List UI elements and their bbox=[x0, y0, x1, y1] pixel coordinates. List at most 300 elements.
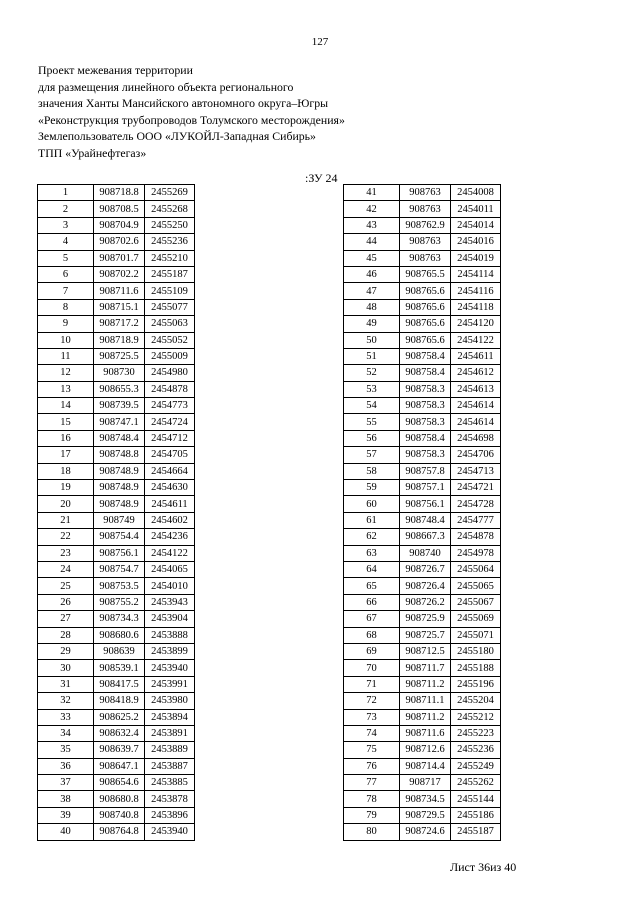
y-coordinate-cell: 2454724 bbox=[145, 414, 195, 430]
table-row bbox=[38, 742, 195, 758]
x-coordinate-cell: 908758.3 bbox=[400, 381, 451, 397]
table-row bbox=[344, 611, 501, 627]
point-number-cell: 19 bbox=[38, 480, 94, 496]
point-number-cell: 78 bbox=[344, 791, 400, 807]
table-row bbox=[38, 578, 195, 594]
x-coordinate-cell: 908708.5 bbox=[94, 201, 145, 217]
y-coordinate-cell: 2453894 bbox=[145, 709, 195, 725]
point-number-cell: 54 bbox=[344, 398, 400, 414]
x-coordinate-cell: 908711.2 bbox=[400, 709, 451, 725]
page-number: 127 bbox=[311, 36, 329, 48]
table-row bbox=[344, 807, 501, 823]
y-coordinate-cell: 2453904 bbox=[145, 611, 195, 627]
y-coordinate-cell: 2453878 bbox=[145, 791, 195, 807]
header-line: для размещения линейного объекта регионального bbox=[38, 79, 294, 94]
x-coordinate-cell: 908418.9 bbox=[94, 693, 145, 709]
header-line: значения Ханты Мансийского автономного округа–Югры bbox=[38, 96, 329, 110]
x-coordinate-cell: 908625.2 bbox=[94, 709, 145, 725]
table-row bbox=[344, 545, 501, 561]
table-row bbox=[344, 299, 501, 315]
x-coordinate-cell: 908639 bbox=[94, 643, 145, 659]
table-row bbox=[38, 266, 195, 282]
coordinates-table-right bbox=[343, 184, 501, 841]
point-number-cell: 69 bbox=[344, 643, 400, 659]
table-row bbox=[38, 643, 195, 659]
y-coordinate-cell: 2455069 bbox=[451, 611, 501, 627]
point-number-cell: 5 bbox=[38, 250, 94, 266]
x-coordinate-cell: 908539.1 bbox=[94, 660, 145, 676]
point-number-cell: 2 bbox=[38, 201, 94, 217]
table-row bbox=[38, 381, 195, 397]
point-number-cell: 6 bbox=[38, 266, 94, 282]
table-row bbox=[344, 414, 501, 430]
y-coordinate-cell: 2453888 bbox=[145, 627, 195, 643]
header-line: «Реконструкция трубопроводов Толумского месторождения» bbox=[38, 112, 345, 127]
table-row bbox=[38, 316, 195, 332]
table-row bbox=[38, 480, 195, 496]
y-coordinate-cell: 2453885 bbox=[145, 775, 195, 791]
table-row bbox=[344, 693, 501, 709]
x-coordinate-cell: 908748.8 bbox=[94, 447, 145, 463]
document-header bbox=[38, 62, 598, 161]
point-number-cell: 67 bbox=[344, 611, 400, 627]
y-coordinate-cell: 2454611 bbox=[145, 496, 195, 512]
point-number-cell: 30 bbox=[38, 660, 94, 676]
point-number-cell: 12 bbox=[38, 365, 94, 381]
point-number-cell: 51 bbox=[344, 348, 400, 364]
plot-label: :ЗУ 24 bbox=[305, 171, 338, 185]
point-number-cell: 68 bbox=[344, 627, 400, 643]
point-number-cell: 33 bbox=[38, 709, 94, 725]
y-coordinate-cell: 2454065 bbox=[145, 561, 195, 577]
y-coordinate-cell: 2455067 bbox=[451, 594, 501, 610]
point-number-cell: 61 bbox=[344, 512, 400, 528]
point-number-cell: 7 bbox=[38, 283, 94, 299]
point-number-cell: 41 bbox=[344, 185, 400, 201]
point-number-cell: 59 bbox=[344, 480, 400, 496]
table-row bbox=[344, 725, 501, 741]
table-row bbox=[38, 676, 195, 692]
y-coordinate-cell: 2453891 bbox=[145, 725, 195, 741]
point-number-cell: 25 bbox=[38, 578, 94, 594]
y-coordinate-cell: 2455236 bbox=[145, 234, 195, 250]
y-coordinate-cell: 2455212 bbox=[451, 709, 501, 725]
point-number-cell: 16 bbox=[38, 430, 94, 446]
x-coordinate-cell: 908748.9 bbox=[94, 496, 145, 512]
x-coordinate-cell: 908725.7 bbox=[400, 627, 451, 643]
header-line: ТПП «Урайнефтегаз» bbox=[38, 145, 147, 160]
y-coordinate-cell: 2454612 bbox=[451, 365, 501, 381]
y-coordinate-cell: 2455187 bbox=[451, 824, 501, 840]
x-coordinate-cell: 908765.6 bbox=[400, 316, 451, 332]
x-coordinate-cell: 908763 bbox=[400, 185, 451, 201]
x-coordinate-cell: 908758.3 bbox=[400, 414, 451, 430]
table-row bbox=[344, 348, 501, 364]
table-row bbox=[38, 545, 195, 561]
point-number-cell: 43 bbox=[344, 217, 400, 233]
table-row bbox=[344, 332, 501, 348]
point-number-cell: 32 bbox=[38, 693, 94, 709]
y-coordinate-cell: 2454698 bbox=[451, 430, 501, 446]
point-number-cell: 11 bbox=[38, 348, 94, 364]
table-row bbox=[38, 365, 195, 381]
y-coordinate-cell: 2454728 bbox=[451, 496, 501, 512]
table-row bbox=[38, 529, 195, 545]
x-coordinate-cell: 908726.4 bbox=[400, 578, 451, 594]
x-coordinate-cell: 908740.8 bbox=[94, 807, 145, 823]
x-coordinate-cell: 908748.9 bbox=[94, 463, 145, 479]
table-row bbox=[344, 217, 501, 233]
x-coordinate-cell: 908749 bbox=[94, 512, 145, 528]
point-number-cell: 13 bbox=[38, 381, 94, 397]
point-number-cell: 63 bbox=[344, 545, 400, 561]
table-row bbox=[38, 496, 195, 512]
point-number-cell: 48 bbox=[344, 299, 400, 315]
table-row bbox=[38, 283, 195, 299]
point-number-cell: 76 bbox=[344, 758, 400, 774]
point-number-cell: 21 bbox=[38, 512, 94, 528]
y-coordinate-cell: 2454602 bbox=[145, 512, 195, 528]
y-coordinate-cell: 2453940 bbox=[145, 660, 195, 676]
table-row bbox=[38, 217, 195, 233]
x-coordinate-cell: 908680.6 bbox=[94, 627, 145, 643]
y-coordinate-cell: 2454878 bbox=[145, 381, 195, 397]
point-number-cell: 52 bbox=[344, 365, 400, 381]
y-coordinate-cell: 2454614 bbox=[451, 398, 501, 414]
x-coordinate-cell: 908715.1 bbox=[94, 299, 145, 315]
x-coordinate-cell: 908762.9 bbox=[400, 217, 451, 233]
table-row bbox=[344, 824, 501, 840]
y-coordinate-cell: 2454721 bbox=[451, 480, 501, 496]
table-row bbox=[344, 283, 501, 299]
x-coordinate-cell: 908704.9 bbox=[94, 217, 145, 233]
point-number-cell: 35 bbox=[38, 742, 94, 758]
y-coordinate-cell: 2454630 bbox=[145, 480, 195, 496]
table-row bbox=[344, 430, 501, 446]
y-coordinate-cell: 2453980 bbox=[145, 693, 195, 709]
point-number-cell: 1 bbox=[38, 185, 94, 201]
point-number-cell: 4 bbox=[38, 234, 94, 250]
y-coordinate-cell: 2455250 bbox=[145, 217, 195, 233]
coordinates-table-left bbox=[37, 184, 195, 841]
x-coordinate-cell: 908758.4 bbox=[400, 430, 451, 446]
point-number-cell: 55 bbox=[344, 414, 400, 430]
y-coordinate-cell: 2455210 bbox=[145, 250, 195, 266]
point-number-cell: 47 bbox=[344, 283, 400, 299]
table-row bbox=[344, 512, 501, 528]
y-coordinate-cell: 2455063 bbox=[145, 316, 195, 332]
table-row bbox=[38, 775, 195, 791]
table-row bbox=[344, 250, 501, 266]
y-coordinate-cell: 2455071 bbox=[451, 627, 501, 643]
y-coordinate-cell: 2454016 bbox=[451, 234, 501, 250]
x-coordinate-cell: 908748.9 bbox=[94, 480, 145, 496]
y-coordinate-cell: 2454611 bbox=[451, 348, 501, 364]
point-number-cell: 28 bbox=[38, 627, 94, 643]
point-number-cell: 36 bbox=[38, 758, 94, 774]
x-coordinate-cell: 908755.2 bbox=[94, 594, 145, 610]
x-coordinate-cell: 908754.4 bbox=[94, 529, 145, 545]
point-number-cell: 23 bbox=[38, 545, 94, 561]
y-coordinate-cell: 2454011 bbox=[451, 201, 501, 217]
x-coordinate-cell: 908764.8 bbox=[94, 824, 145, 840]
point-number-cell: 57 bbox=[344, 447, 400, 463]
table-row bbox=[344, 791, 501, 807]
y-coordinate-cell: 2453991 bbox=[145, 676, 195, 692]
x-coordinate-cell: 908718.9 bbox=[94, 332, 145, 348]
x-coordinate-cell: 908639.7 bbox=[94, 742, 145, 758]
y-coordinate-cell: 2454712 bbox=[145, 430, 195, 446]
table-row bbox=[38, 201, 195, 217]
table-row bbox=[344, 594, 501, 610]
y-coordinate-cell: 2455077 bbox=[145, 299, 195, 315]
y-coordinate-cell: 2453943 bbox=[145, 594, 195, 610]
point-number-cell: 39 bbox=[38, 807, 94, 823]
point-number-cell: 60 bbox=[344, 496, 400, 512]
table-row bbox=[344, 561, 501, 577]
x-coordinate-cell: 908711.1 bbox=[400, 693, 451, 709]
point-number-cell: 18 bbox=[38, 463, 94, 479]
y-coordinate-cell: 2455268 bbox=[145, 201, 195, 217]
x-coordinate-cell: 908712.6 bbox=[400, 742, 451, 758]
x-coordinate-cell: 908729.5 bbox=[400, 807, 451, 823]
table-row bbox=[38, 348, 195, 364]
table-row bbox=[38, 561, 195, 577]
y-coordinate-cell: 2453887 bbox=[145, 758, 195, 774]
point-number-cell: 71 bbox=[344, 676, 400, 692]
x-coordinate-cell: 908632.4 bbox=[94, 725, 145, 741]
table-row bbox=[344, 463, 501, 479]
point-number-cell: 26 bbox=[38, 594, 94, 610]
table-row bbox=[38, 250, 195, 266]
y-coordinate-cell: 2455223 bbox=[451, 725, 501, 741]
point-number-cell: 49 bbox=[344, 316, 400, 332]
point-number-cell: 79 bbox=[344, 807, 400, 823]
x-coordinate-cell: 908758.4 bbox=[400, 365, 451, 381]
table-row bbox=[344, 758, 501, 774]
table-row bbox=[344, 480, 501, 496]
x-coordinate-cell: 908747.1 bbox=[94, 414, 145, 430]
table-row bbox=[38, 791, 195, 807]
y-coordinate-cell: 2454116 bbox=[451, 283, 501, 299]
x-coordinate-cell: 908756.1 bbox=[94, 545, 145, 561]
x-coordinate-cell: 908647.1 bbox=[94, 758, 145, 774]
table-row bbox=[38, 447, 195, 463]
x-coordinate-cell: 908726.7 bbox=[400, 561, 451, 577]
y-coordinate-cell: 2454614 bbox=[451, 414, 501, 430]
table-row bbox=[344, 775, 501, 791]
y-coordinate-cell: 2454120 bbox=[451, 316, 501, 332]
table-row bbox=[344, 266, 501, 282]
x-coordinate-cell: 908726.2 bbox=[400, 594, 451, 610]
table-row bbox=[344, 381, 501, 397]
table-row bbox=[38, 234, 195, 250]
x-coordinate-cell: 908701.7 bbox=[94, 250, 145, 266]
sheet-footer: Лист 36из 40 bbox=[450, 860, 517, 874]
table-row bbox=[344, 234, 501, 250]
y-coordinate-cell: 2454777 bbox=[451, 512, 501, 528]
table-row bbox=[344, 398, 501, 414]
table-row bbox=[38, 824, 195, 840]
table-row bbox=[38, 660, 195, 676]
x-coordinate-cell: 908765.6 bbox=[400, 283, 451, 299]
point-number-cell: 42 bbox=[344, 201, 400, 217]
header-line: Проект межевания территории bbox=[38, 63, 193, 77]
table-row bbox=[38, 463, 195, 479]
table-row bbox=[344, 742, 501, 758]
point-number-cell: 38 bbox=[38, 791, 94, 807]
x-coordinate-cell: 908765.5 bbox=[400, 266, 451, 282]
table-row bbox=[38, 512, 195, 528]
y-coordinate-cell: 2454010 bbox=[145, 578, 195, 594]
table-row bbox=[38, 185, 195, 201]
x-coordinate-cell: 908718.8 bbox=[94, 185, 145, 201]
x-coordinate-cell: 908758.3 bbox=[400, 447, 451, 463]
x-coordinate-cell: 908730 bbox=[94, 365, 145, 381]
point-number-cell: 24 bbox=[38, 561, 94, 577]
table-row bbox=[38, 299, 195, 315]
table-row bbox=[344, 660, 501, 676]
header-line: Землепользователь ООО «ЛУКОЙЛ-Западная Сибирь» bbox=[38, 129, 316, 143]
y-coordinate-cell: 2454019 bbox=[451, 250, 501, 266]
table-row bbox=[344, 201, 501, 217]
y-coordinate-cell: 2454878 bbox=[451, 529, 501, 545]
table-row bbox=[344, 185, 501, 201]
point-number-cell: 80 bbox=[344, 824, 400, 840]
x-coordinate-cell: 908734.5 bbox=[400, 791, 451, 807]
y-coordinate-cell: 2455236 bbox=[451, 742, 501, 758]
y-coordinate-cell: 2454706 bbox=[451, 447, 501, 463]
point-number-cell: 62 bbox=[344, 529, 400, 545]
x-coordinate-cell: 908758.4 bbox=[400, 348, 451, 364]
y-coordinate-cell: 2454980 bbox=[145, 365, 195, 381]
point-number-cell: 22 bbox=[38, 529, 94, 545]
table-row bbox=[38, 611, 195, 627]
x-coordinate-cell: 908758.3 bbox=[400, 398, 451, 414]
point-number-cell: 10 bbox=[38, 332, 94, 348]
x-coordinate-cell: 908765.6 bbox=[400, 299, 451, 315]
table-row bbox=[344, 529, 501, 545]
table-row bbox=[38, 332, 195, 348]
point-number-cell: 74 bbox=[344, 725, 400, 741]
y-coordinate-cell: 2454008 bbox=[451, 185, 501, 201]
y-coordinate-cell: 2455269 bbox=[145, 185, 195, 201]
point-number-cell: 17 bbox=[38, 447, 94, 463]
point-number-cell: 45 bbox=[344, 250, 400, 266]
x-coordinate-cell: 908711.7 bbox=[400, 660, 451, 676]
x-coordinate-cell: 908702.6 bbox=[94, 234, 145, 250]
x-coordinate-cell: 908724.6 bbox=[400, 824, 451, 840]
y-coordinate-cell: 2454978 bbox=[451, 545, 501, 561]
x-coordinate-cell: 908714.4 bbox=[400, 758, 451, 774]
x-coordinate-cell: 908763 bbox=[400, 250, 451, 266]
point-number-cell: 9 bbox=[38, 316, 94, 332]
y-coordinate-cell: 2455187 bbox=[145, 266, 195, 282]
y-coordinate-cell: 2453889 bbox=[145, 742, 195, 758]
table-row bbox=[38, 430, 195, 446]
table-row bbox=[344, 447, 501, 463]
y-coordinate-cell: 2455186 bbox=[451, 807, 501, 823]
x-coordinate-cell: 908717 bbox=[400, 775, 451, 791]
y-coordinate-cell: 2453896 bbox=[145, 807, 195, 823]
x-coordinate-cell: 908667.3 bbox=[400, 529, 451, 545]
point-number-cell: 56 bbox=[344, 430, 400, 446]
point-number-cell: 46 bbox=[344, 266, 400, 282]
x-coordinate-cell: 908754.7 bbox=[94, 561, 145, 577]
table-row bbox=[38, 594, 195, 610]
table-row bbox=[344, 316, 501, 332]
y-coordinate-cell: 2454114 bbox=[451, 266, 501, 282]
y-coordinate-cell: 2453940 bbox=[145, 824, 195, 840]
y-coordinate-cell: 2454713 bbox=[451, 463, 501, 479]
point-number-cell: 20 bbox=[38, 496, 94, 512]
y-coordinate-cell: 2455249 bbox=[451, 758, 501, 774]
y-coordinate-cell: 2454122 bbox=[145, 545, 195, 561]
x-coordinate-cell: 908765.6 bbox=[400, 332, 451, 348]
x-coordinate-cell: 908739.5 bbox=[94, 398, 145, 414]
x-coordinate-cell: 908757.1 bbox=[400, 480, 451, 496]
y-coordinate-cell: 2454122 bbox=[451, 332, 501, 348]
x-coordinate-cell: 908725.5 bbox=[94, 348, 145, 364]
x-coordinate-cell: 908655.3 bbox=[94, 381, 145, 397]
table-row bbox=[344, 709, 501, 725]
point-number-cell: 77 bbox=[344, 775, 400, 791]
y-coordinate-cell: 2454236 bbox=[145, 529, 195, 545]
point-number-cell: 72 bbox=[344, 693, 400, 709]
x-coordinate-cell: 908734.3 bbox=[94, 611, 145, 627]
x-coordinate-cell: 908717.2 bbox=[94, 316, 145, 332]
y-coordinate-cell: 2455052 bbox=[145, 332, 195, 348]
point-number-cell: 53 bbox=[344, 381, 400, 397]
point-number-cell: 40 bbox=[38, 824, 94, 840]
x-coordinate-cell: 908702.2 bbox=[94, 266, 145, 282]
y-coordinate-cell: 2454118 bbox=[451, 299, 501, 315]
y-coordinate-cell: 2453899 bbox=[145, 643, 195, 659]
point-number-cell: 58 bbox=[344, 463, 400, 479]
x-coordinate-cell: 908711.6 bbox=[400, 725, 451, 741]
point-number-cell: 37 bbox=[38, 775, 94, 791]
x-coordinate-cell: 908712.5 bbox=[400, 643, 451, 659]
table-row bbox=[344, 365, 501, 381]
table-row bbox=[38, 693, 195, 709]
x-coordinate-cell: 908763 bbox=[400, 234, 451, 250]
x-coordinate-cell: 908711.2 bbox=[400, 676, 451, 692]
x-coordinate-cell: 908748.4 bbox=[94, 430, 145, 446]
point-number-cell: 70 bbox=[344, 660, 400, 676]
point-number-cell: 27 bbox=[38, 611, 94, 627]
table-row bbox=[344, 643, 501, 659]
x-coordinate-cell: 908654.6 bbox=[94, 775, 145, 791]
table-row bbox=[38, 627, 195, 643]
x-coordinate-cell: 908725.9 bbox=[400, 611, 451, 627]
x-coordinate-cell: 908711.6 bbox=[94, 283, 145, 299]
y-coordinate-cell: 2455188 bbox=[451, 660, 501, 676]
point-number-cell: 34 bbox=[38, 725, 94, 741]
table-row bbox=[344, 676, 501, 692]
y-coordinate-cell: 2455065 bbox=[451, 578, 501, 594]
y-coordinate-cell: 2454014 bbox=[451, 217, 501, 233]
y-coordinate-cell: 2455144 bbox=[451, 791, 501, 807]
y-coordinate-cell: 2455204 bbox=[451, 693, 501, 709]
table-row bbox=[344, 496, 501, 512]
point-number-cell: 44 bbox=[344, 234, 400, 250]
y-coordinate-cell: 2454664 bbox=[145, 463, 195, 479]
point-number-cell: 29 bbox=[38, 643, 94, 659]
x-coordinate-cell: 908740 bbox=[400, 545, 451, 561]
y-coordinate-cell: 2454773 bbox=[145, 398, 195, 414]
point-number-cell: 66 bbox=[344, 594, 400, 610]
table-row bbox=[38, 414, 195, 430]
